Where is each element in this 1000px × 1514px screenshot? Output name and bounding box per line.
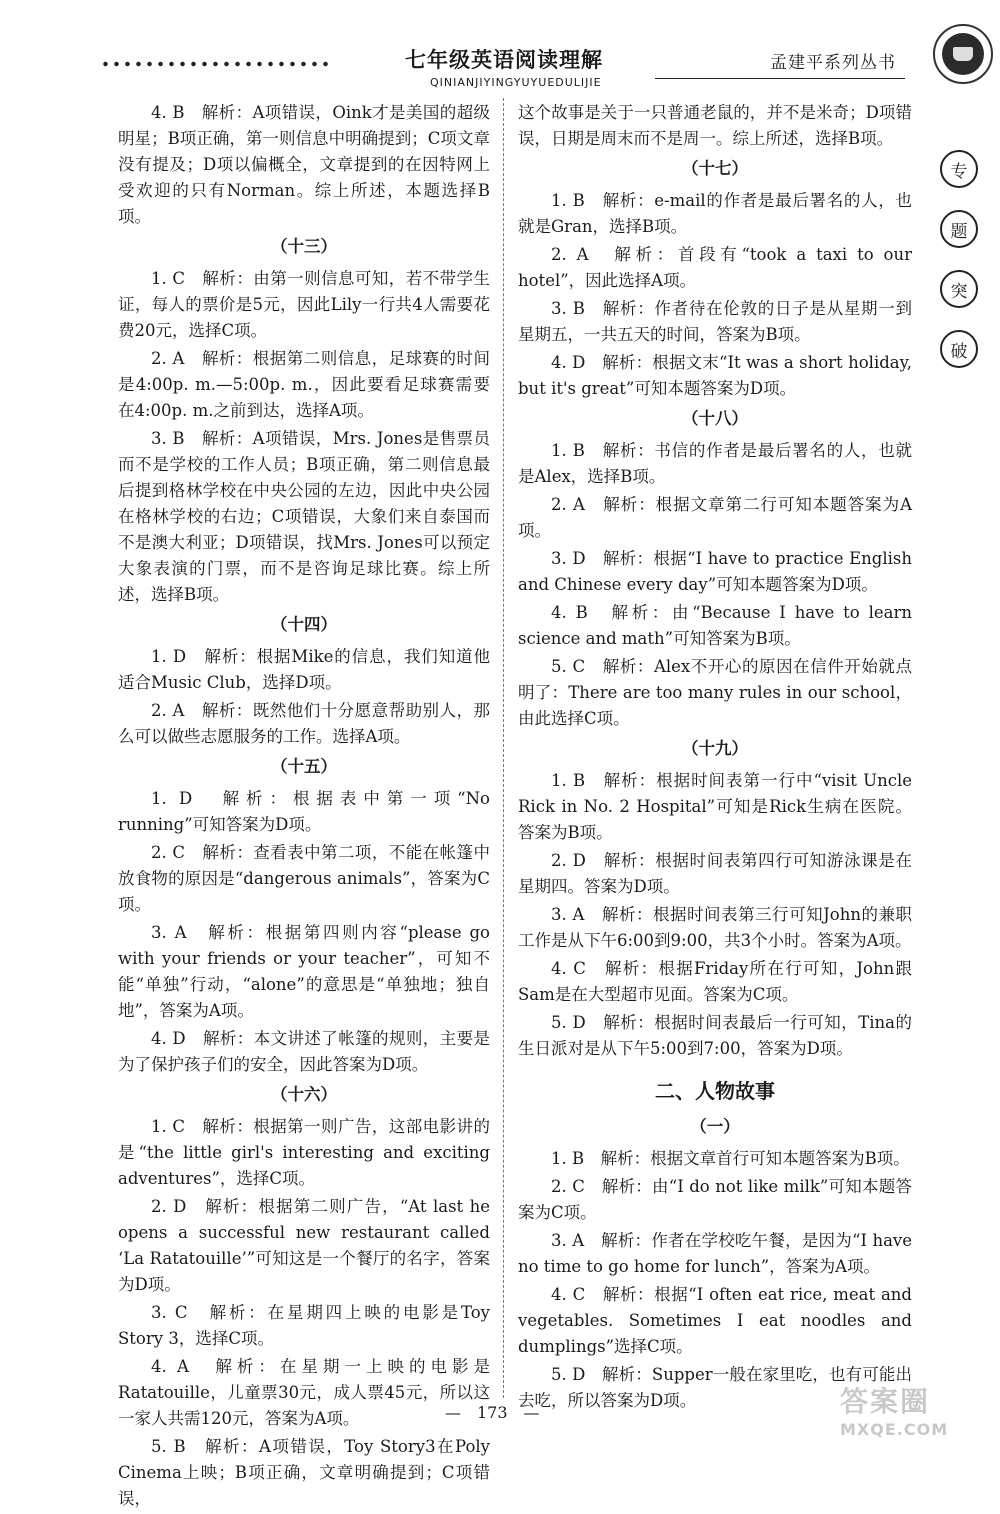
section-heading: （十八） (682, 409, 748, 428)
answer-item: 1. B 解析：根据时间表第一行中“visit Uncle Rick in No. 2 Hospital”可知是Rick生病在医院。答案为B项。 (518, 771, 912, 842)
answer-item: 2. D 解析：根据第二则广告，“At last he opens a successful new restaurant called ‘La Ratatouille’”可知这是一个餐厅的名字，答案为D项。 (118, 1197, 490, 1294)
answer-item: 2. D 解析：根据时间表第四行可知游泳课是在星期四。答案为D项。 (518, 851, 912, 896)
answer-item: 1. B 解析：书信的作者是最后署名的人，也就是Alex，选择B项。 (518, 441, 912, 486)
section-heading: （十六） (271, 1085, 337, 1104)
book-icon (942, 33, 984, 75)
section-heading: （十三） (271, 237, 337, 256)
publisher-logo-icon (933, 24, 993, 84)
answer-item: 2. C 解析：查看表中第二项，不能在帐篷中放食物的原因是“dangerous animals”，答案为C项。 (118, 843, 490, 914)
answer-item: 1. C 解析：根据第一则广告，这部电影讲的是“the little girl's interesting and exciting adventures”，选择C项。 (118, 1117, 490, 1188)
answer-item: 4. D 解析：本文讲述了帐篷的规则，主要是为了保护孩子们的安全，因此答案为D项。 (118, 1029, 490, 1074)
answer-item: 4. D 解析：根据文末“It was a short holiday, but it's great”可知本题答案为D项。 (518, 353, 912, 398)
chapter-heading: 二、人物故事 (655, 1079, 775, 1103)
right-column (518, 100, 912, 1416)
answer-item: 4. B 解析：由“Because I have to learn science and math”可知答案为B项。 (518, 603, 912, 648)
watermark-text: 答案圈 (840, 1385, 931, 1418)
answer-item: 3. C 解析：在星期四上映的电影是Toy Story 3，选择C项。 (118, 1303, 490, 1348)
section-heading: （十七） (682, 159, 748, 178)
section-heading: （十五） (271, 757, 337, 776)
page-number: — 173 — (445, 1403, 540, 1422)
answer-item: 3. D 解析：根据“I have to practice English and Chinese every day”可知本题答案为D项。 (518, 549, 912, 594)
answer-item: 2. A 解析：根据第二则信息，足球赛的时间是4:00p. m.—5:00p. m.，因此要看足球赛需要在4:00p. m.之前到达，选择A项。 (118, 349, 490, 420)
series-name: 孟建平系列丛书 (770, 53, 896, 73)
header-rule (655, 78, 905, 79)
answer-item: 5. D 解析：Supper一般在家里吃，也有可能出去吃，所以答案为D项。 (518, 1365, 912, 1410)
answer-item: 5. B 解析：A项错误，Toy Story3在Poly Cinema上映；B项正确，文章明确提到；C项错误， (118, 1437, 490, 1508)
answer-item: 3. A 解析：根据时间表第三行可知John的兼职工作是从下午6:00到9:00，共3个小时。答案为A项。 (518, 905, 912, 950)
answer-item: 2. A 解析：首段有“took a taxi to our hotel”，因此选择A项。 (518, 245, 912, 290)
side-tab-3: 突 (940, 270, 978, 308)
side-tabs (940, 150, 984, 390)
answer-item: 4. C 解析：根据“I often eat rice, meat and vegetables. Sometimes I eat noodles and dumplings”选择C项。 (518, 1285, 912, 1356)
answer-item: 1. B 解析：根据文章首行可知本题答案为B项。 (551, 1149, 910, 1168)
answer-item: 1. C 解析：由第一则信息可知，若不带学生证，每人的票价是5元，因此Lily一行共4人需要花费20元，选择C项。 (118, 269, 490, 340)
watermark-logo (840, 1380, 990, 1440)
answer-item: 2. A 解析：既然他们十分愿意帮助别人，那么可以做些志愿服务的工作。选择A项。 (118, 701, 490, 746)
answer-item: 1. D 解析：根据表中第一项“No running”可知答案为D项。 (118, 789, 490, 834)
book-title: 七年级英语阅读理解 (405, 47, 603, 72)
answer-item: 2. C 解析：由“I do not like milk”可知本题答案为C项。 (518, 1177, 912, 1222)
side-tab-2: 题 (940, 210, 978, 248)
section-heading: （十四） (271, 615, 337, 634)
answer-item: 2. A 解析：根据文章第二行可知本题答案为A项。 (518, 495, 912, 540)
answer-item: 4. C 解析：根据Friday所在行可知，John跟Sam是在大型超市见面。答案为C项。 (518, 959, 912, 1004)
section-heading: （十九） (682, 739, 748, 758)
answer-item: 5. C 解析：Alex不开心的原因在信件开始就点明了：There are too many rules in our school，由此选择C项。 (518, 657, 912, 728)
left-column (118, 100, 490, 1514)
side-tab-4: 破 (940, 330, 978, 368)
answer-item: 1. B 解析：e-mail的作者是最后署名的人，也就是Gran，选择B项。 (518, 191, 912, 236)
answer-item: 3. B 解析：A项错误，Mrs. Jones是售票员而不是学校的工作人员；B项正确，第二则信息最后提到格林学校在中央公园的左边，因此中央公园在格林学校的右边；C项错误，大象们来自泰国而不是澳大利亚；D项错误，找Mrs. Jones可以预定大象表演的门票，而不是咨询足球比赛。综上所述，选择B项。 (118, 429, 490, 604)
watermark-url: MXQE.COM (840, 1420, 949, 1439)
answer-item: 5. D 解析：根据时间表最后一行可知，Tina的生日派对是从下午5:00到7:00，答案为D项。 (518, 1013, 912, 1058)
column-divider (503, 98, 504, 1398)
book-title-pinyin: QINIANJIYINGYUYUEDULIJIE (430, 76, 602, 89)
answer-item: 4. B 解析：A项错误，Oink才是美国的超级明星；B项正确，第一则信息中明确提到；C项文章没有提及；D项以偏概全，文章提到的在因特网上受欢迎的只有Norman。综上所述，本题选择B项。 (118, 103, 490, 226)
answer-item: 3. A 解析：根据第四则内容“please go with your friends or your teacher”，可知不能“单独”行动，“alone”的意思是“单独地；独自地”，答案为A项。 (118, 923, 490, 1020)
answer-item: 1. D 解析：根据Mike的信息，我们知道他适合Music Club，选择D项。 (118, 647, 490, 692)
page-header (100, 36, 920, 96)
section-heading: （一） (690, 1117, 740, 1136)
answer-item: 4. A 解析：在星期一上映的电影是Ratatouille，儿童票30元，成人票45元，所以这一家人共需120元，答案为A项。 (118, 1357, 490, 1428)
answer-item: 3. B 解析：作者待在伦敦的日子是从星期一到星期五，一共五天的时间，答案为B项。 (518, 299, 912, 344)
decorative-dots (100, 60, 330, 68)
side-tab-1: 专 (940, 150, 978, 188)
answer-item: 3. A 解析：作者在学校吃午餐，是因为“I have no time to go home for lunch”，答案为A项。 (518, 1231, 912, 1276)
continued-text: 这个故事是关于一只普通老鼠的，并不是米奇；D项错误，日期是周末而不是周一。综上所述，选择B项。 (518, 103, 912, 148)
